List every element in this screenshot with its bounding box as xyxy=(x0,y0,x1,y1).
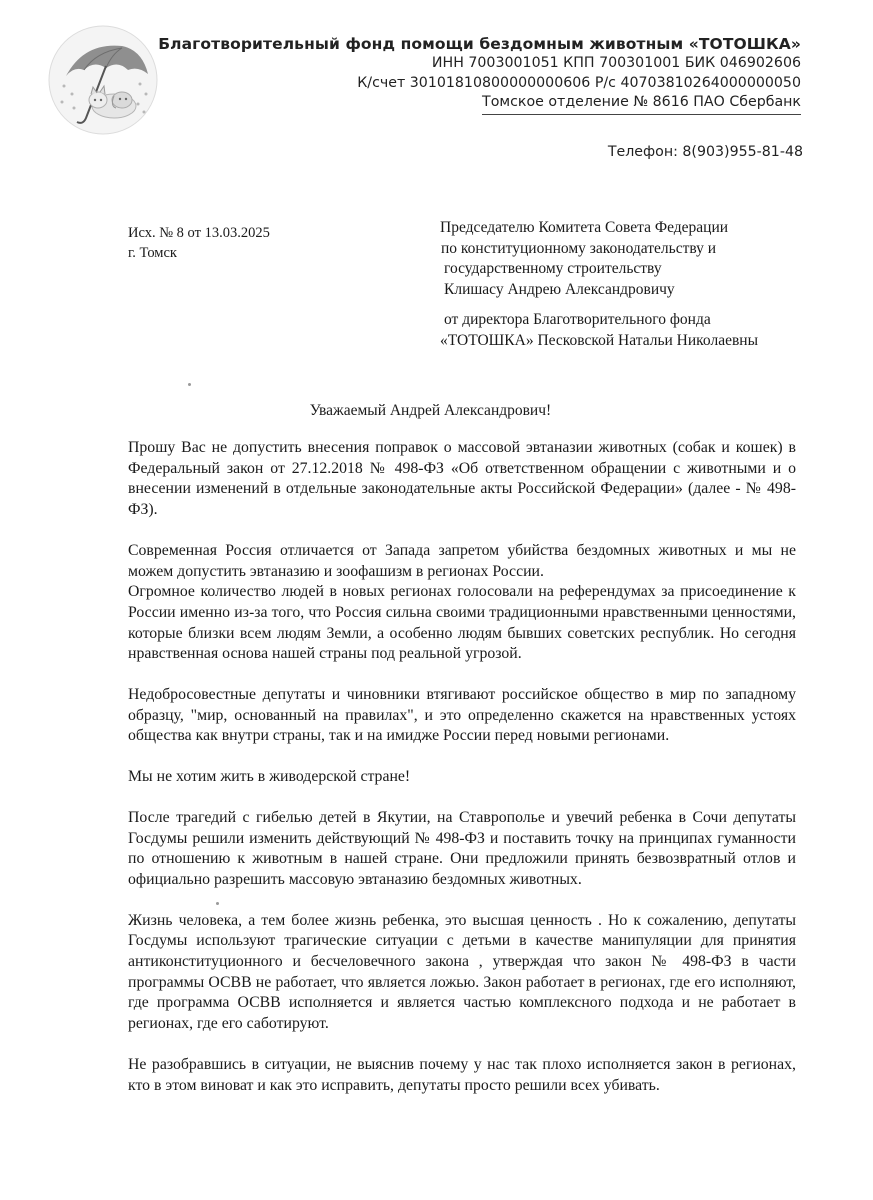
ref-number: Исх. № 8 от 13.03.2025 xyxy=(128,225,270,241)
scan-speck xyxy=(216,902,219,905)
paragraph: Жизнь человека, а тем более жизнь ребенка, это высшая ценность . Но к сожалению, депутаты Госдумы используют трагические ситуации с детьми в качестве манипуляции для принятия антиконституционного и бесчеловечного закона , утверждая что закон № 498-ФЗ в части программы ОСВВ не работает, что является ложью. Закон работает в регионах, где его исполняют, где программа ОСВВ исполняется и является частью комплексного подхода и не работает в регионах, где его саботируют. xyxy=(128,911,796,1033)
addressee xyxy=(440,218,728,300)
paragraph: Огромное количество людей в новых регионах голосовали на референдумах за присоединение к России именно из-за того, что Россия сильна своими традиционными нравственными ценностями, которые близки всем людям Земли, а особенно людям бывших советских республик. Но сегодня нравственная основа нашей страны под реальной угрозой. xyxy=(128,583,796,663)
salutation-wrap xyxy=(0,402,873,420)
paragraph: После трагедий с гибелью детей в Якутии, на Ставрополье и увечий ребенка в Сочи депутаты Госдумы решили изменить действующий № 498-ФЗ и поставить точку на принципах гуманности по отношению к животным в нашей стране. Они предложили принять безвозвратный отлов и официально разрешить массовую эвтаназию бездомных животных. xyxy=(128,808,796,888)
scan-speck xyxy=(188,383,191,386)
account-line: К/счет 30101810800000000606 Р/с 40703810264000000050 xyxy=(357,74,801,91)
letter-body xyxy=(128,438,796,1096)
ref-city: г. Томск xyxy=(128,245,177,261)
paragraph: Современная Россия отличается от Запада запретом убийства бездомных животных и мы не можем допустить эвтаназию и зоофашизм в регионах России. xyxy=(128,541,796,580)
outgoing-reference xyxy=(128,223,270,263)
paragraph: Недобросовестные депутаты и чиновники втягивают российское общество в мир по западному образцу, "мир, основанный на правилах", и это определенно скажется на нравственных устоях общества как внутри страны, так и на имидже России перед новыми регионами. xyxy=(128,686,796,745)
addressee-line: государственному строительству xyxy=(444,260,662,277)
addressee-line: по конституционному законодательству и xyxy=(441,239,717,257)
salutation: Уважаемый Андрей Александрович! xyxy=(309,402,552,419)
inn-line: ИНН 7003001051 КПП 700301001 БИК 046902606 xyxy=(431,55,801,71)
org-name: Благотворительный фонд помощи бездомным животным «ТОТОШКА» xyxy=(158,35,801,53)
sender-line: от директора Благотворительного фонда xyxy=(444,311,711,328)
sender-line: «ТОТОШКА» Песковской Натальи Николаевны xyxy=(440,331,758,349)
letterhead xyxy=(158,34,801,115)
paragraph: Мы не хотим жить в живодерской стране! xyxy=(128,768,411,786)
paragraph: Прошу Вас не допустить внесения поправок о массовой эвтаназии животных (собак и кошек) в Федеральный закон от 27.12.2018 № 498-ФЗ «Об ответственном обращении с животными и о внесении изменений в отдельные законодательные акты Российской Федерации» (далее - № 498-ФЗ). xyxy=(128,439,796,519)
addressee-line: Председателю Комитета Совета Федерации xyxy=(440,219,729,236)
bank-line: Томское отделение № 8616 ПАО Сбербанк xyxy=(482,93,801,115)
umbrella-cat-dog-logo-icon xyxy=(44,24,162,136)
paragraph: Не разобравшись в ситуации, не выяснив почему у нас так плохо исполняется закон в регионах, кто в этом виноват и как это исправить, депутаты просто решили всех убивать. xyxy=(128,1055,796,1094)
addressee-line: Клишасу Андрею Александровичу xyxy=(444,280,675,298)
sender xyxy=(440,310,758,351)
phone: Телефон: 8(903)955-81-48 xyxy=(607,144,803,160)
